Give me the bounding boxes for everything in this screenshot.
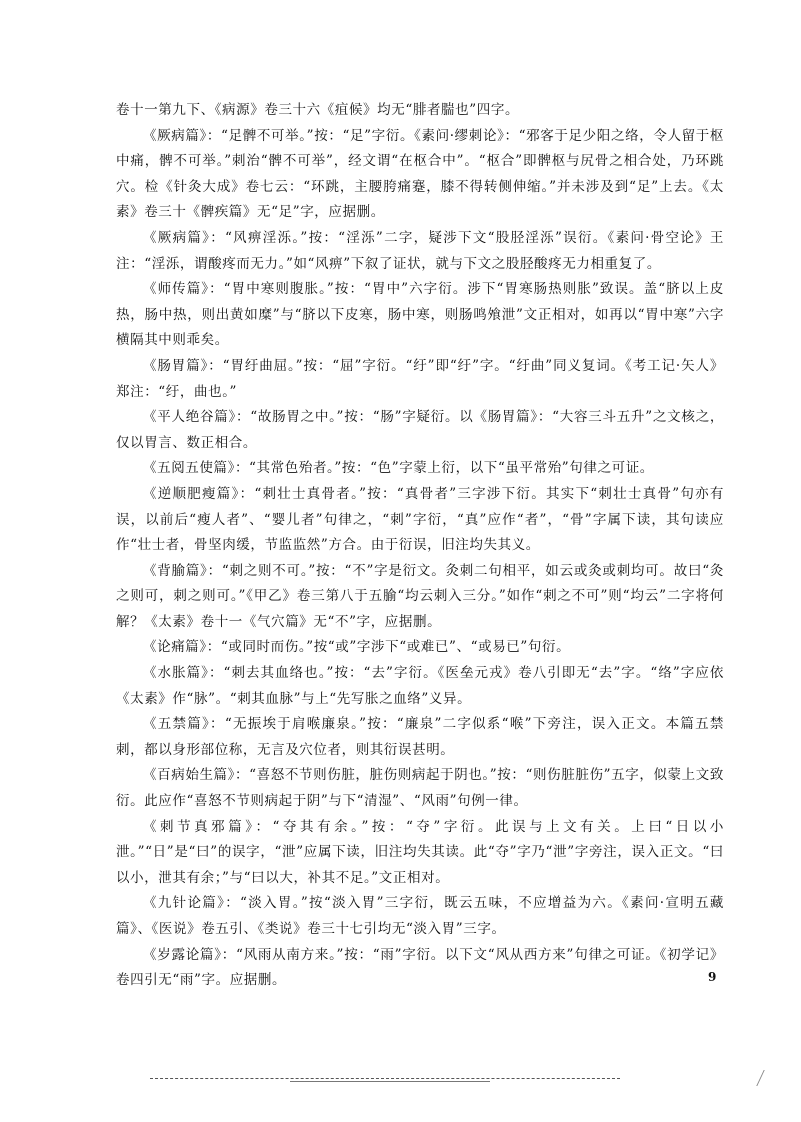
- page-number: 9: [708, 970, 717, 984]
- paragraph-6: 《平人绝谷篇》：“故肠胃之中。”按：“肠”字疑衍。以《肠胃篇》：“大容三斗五升”之文核之，仅以胃言、数正相合。: [116, 409, 724, 451]
- paragraph-8: 《逆顺肥瘦篇》：“刺壮士真骨者。”按：“真骨者”三字涉下衍。其实下“刺壮士真骨”句亦有误，以前后“瘦人者”、“婴儿者”句律之，“刺”字衍，“真”应作“者”，“骨”字属下读，其句读应作“壮士者，骨坚肉缓，节监监然”方合。由于衍误，旧注均失其义。: [116, 485, 724, 554]
- paragraph-10: 《论痛篇》：“或同时而伤。”按“或”字涉下“或难已”、“或易已”句衍。: [143, 639, 571, 656]
- paragraph-3: 《厥病篇》：“风痹淫泺。”按：“淫泺”二字，疑涉下文“股胫淫泺”误衍。《素问·骨空论》王注：“淫泺，谓酸疼而无力。”如“风痹”下叙了证状，就与下文之股胫酸疼无力相重复了。: [116, 229, 724, 272]
- scan-artifact-mark: [756, 1070, 772, 1086]
- scan-artifact-line-2: [290, 1081, 490, 1082]
- paragraph-9: 《背腧篇》：“刺之则不可。”按：“不”字是衍文。灸刺二句相平，如云或灸或刺均可。故曰“灸之则可，刺之则可。”《甲乙》卷三第八于五腧“均云刺入三分。”如作“刺之不可”则“均云”二字将何解？《太素》卷十一《气穴篇》无“不”字，应据删。: [116, 562, 724, 630]
- scan-artifact-line: [150, 1078, 620, 1079]
- paragraph-13: 《百病始生篇》：“喜怒不节则伤脏，脏伤则病起于阴也。”按：“则伤脏脏伤”五字，似蒙上文致衍。此应作“喜怒不节则病起于阴”与下“清湿”、“风雨”句例一律。: [116, 767, 724, 810]
- paragraph-5: 《肠胃篇》：“胃纡曲屈。”按：“屈”字衍。“纡”即“纡”字。“纡曲”同义复词。《考工记·矢人》郑注：“纡，曲也。”: [116, 357, 724, 400]
- paragraph-14: 《刺节真邪篇》：“夺其有余。”按：“夺”字衍。此误与上文有关。上曰“日以小泄。”“日”是“曰”的误字，“泄”应属下读，旧注均失其读。此“夺”字乃“泄”字旁注，误入正文。“曰以小，泄其有余；”与“曰以大，补其不足。”文正相对。: [116, 818, 724, 886]
- paragraph-4: 《师传篇》：“胃中寒则腹胀。”按：“胃中”六字衍。涉下“胃寒肠热则胀”致误。盖“脐以上皮热，肠中热，则出黄如糜”与“脐以下皮寒，肠中寒，则肠鸣飧泄”文正相对，如再以“胃中寒”六字横隔其中则乖矣。: [116, 281, 724, 349]
- paragraph-12: 《五禁篇》：“无振埃于肩喉廉泉。”按：“廉泉”二字似系“喉”下旁注，误入正文。本篇五禁刺，都以身形部位称，无言及穴位者，则其衍误甚明。: [116, 716, 724, 758]
- paragraph-11: 《水胀篇》：“刺去其血络也。”按：“去”字衍。《医垒元戎》卷八引即无“去”字。“络”字应依《太素》作“脉”。“刺其血脉”与上“先写胀之血络”义异。: [116, 665, 724, 707]
- paragraph-1: 卷十一第九下、《病源》卷三十六《疽候》均无“腓者腨也”四字。: [116, 102, 520, 118]
- paragraph-2: 《厥病篇》：“足髀不可举。”按：“足”字衍。《素问·缪刺论》：“邪客于足少阳之络，令人留于枢中痛，髀不可举。”刺治“髀不可举”，经文谓“在枢合中”。“枢合”即髀枢与尻骨之相合处，乃环跳穴。检《针灸大成》卷七云：“环跳，主腰胯痛蹇，膝不得转侧伸缩。”并未涉及到“足”上去。《太素》卷三十《髀疾篇》无“足”字，应据删。: [116, 127, 724, 221]
- paragraph-15: 《九针论篇》：“淡入胃。”按“淡入胃”三字衍，既云五味，不应增益为六。《素问·宣明五藏篇》、《医说》卷五引、《类说》卷三十七引均无“淡入胃”三字。: [116, 895, 724, 937]
- paragraph-7: 《五阅五使篇》：“其常色殆者。”按：“色”字蒙上衍，以下“虽平常殆”句律之可证。: [143, 460, 654, 477]
- paragraph-16: 《岁露论篇》：“风雨从南方来。”按：“雨”字衍。以下文“风从西方来”句律之可证。《初学记》卷四引无“雨”字。应据删。: [116, 946, 724, 989]
- body-text: [116, 98, 724, 994]
